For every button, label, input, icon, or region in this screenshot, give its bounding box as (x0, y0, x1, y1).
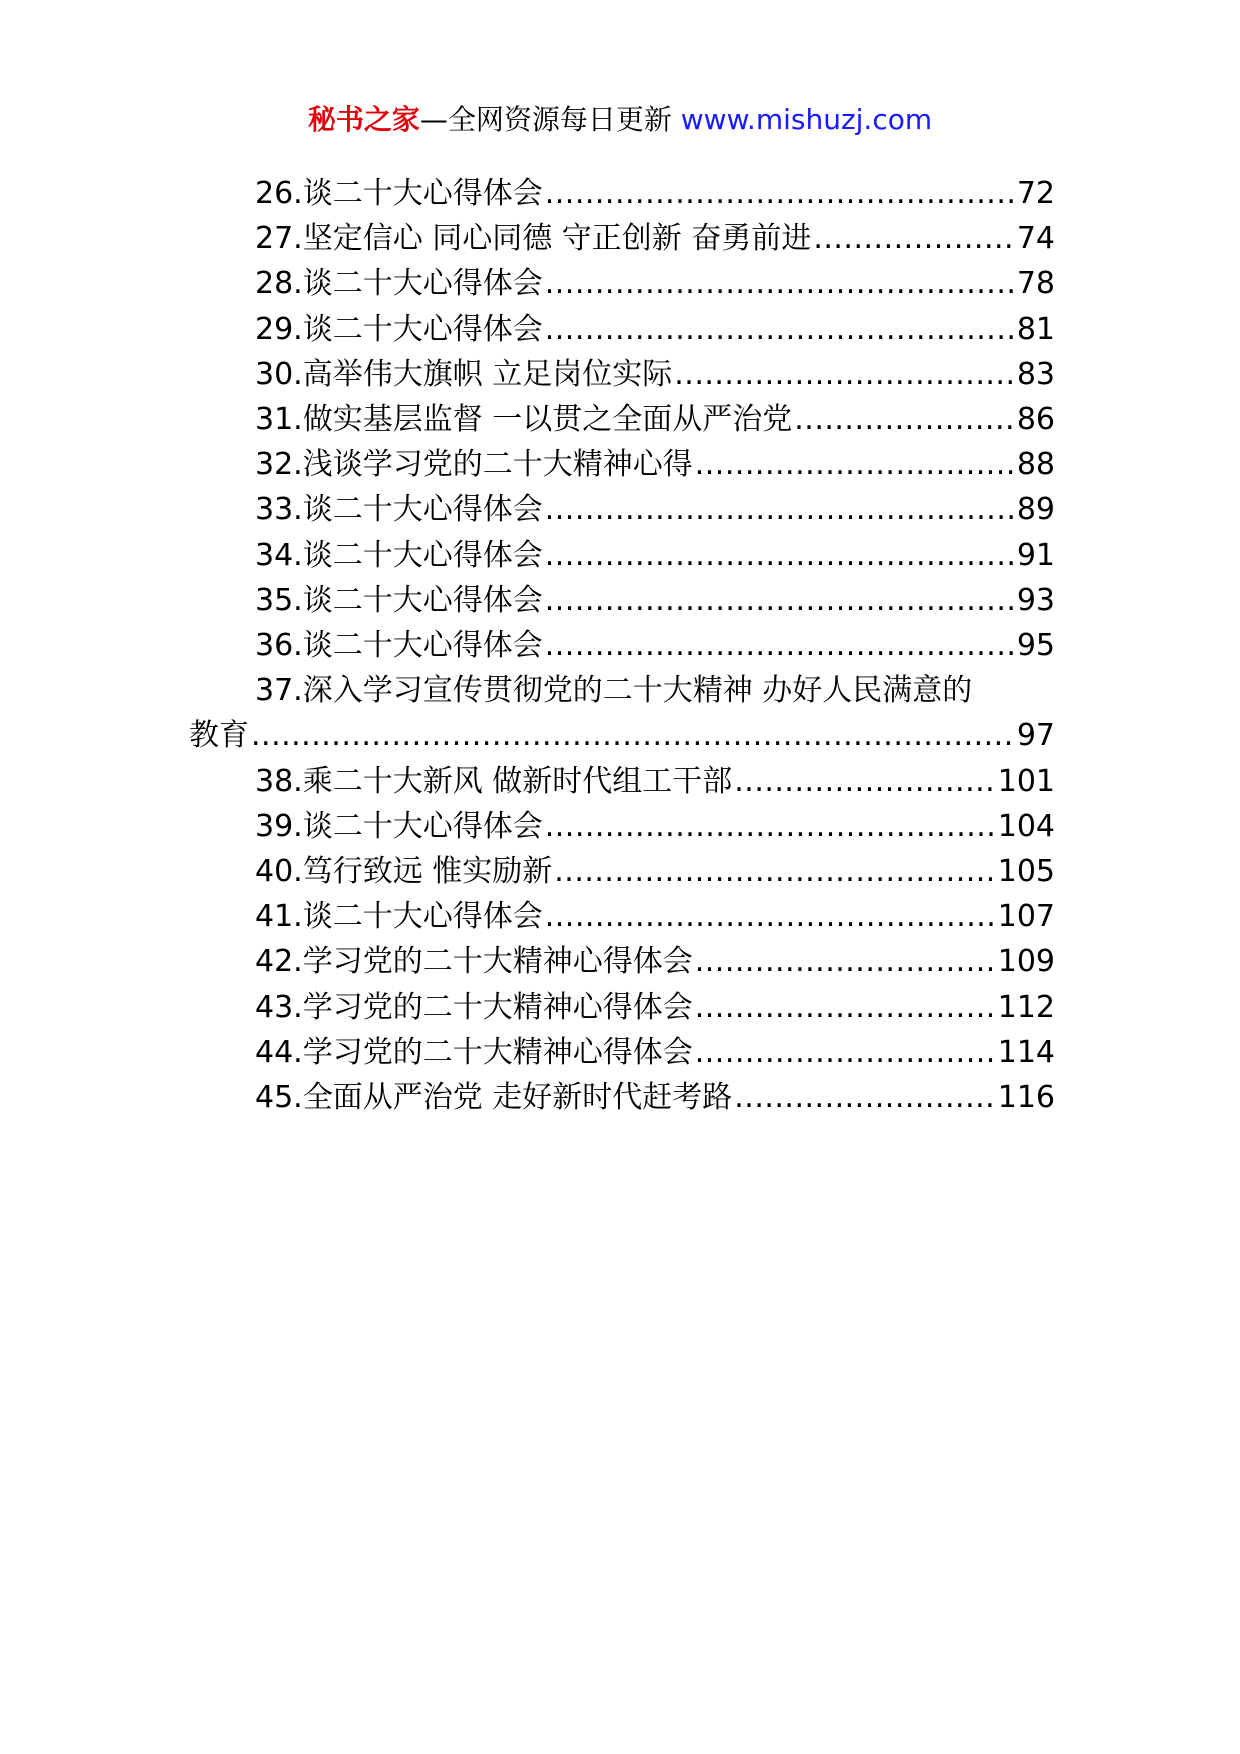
toc-entry[interactable] (189, 533, 1055, 578)
toc-entry[interactable] (189, 1030, 1055, 1075)
toc-entry-title: 40.笃行致远 惟实励新 (255, 854, 553, 890)
toc-dot-leader (734, 1075, 995, 1120)
toc-entry[interactable] (189, 985, 1055, 1030)
toc-dot-leader (545, 578, 1015, 623)
toc-entry-title: 41.谈二十大心得体会 (255, 899, 543, 935)
toc-entry-title: 32.浅谈学习党的二十大精神心得 (255, 447, 693, 483)
toc-entry-page: 112 (997, 989, 1055, 1025)
toc-entry-page: 93 (1016, 582, 1055, 618)
toc-entry-title: 42.学习党的二十大精神心得体会 (255, 944, 693, 980)
toc-entry-title: 43.学习党的二十大精神心得体会 (255, 989, 693, 1025)
toc-entry-title: 44.学习党的二十大精神心得体会 (255, 1034, 693, 1070)
toc-entry-title: 38.乘二十大新风 做新时代组工干部 (255, 763, 733, 799)
toc-entry-page: 101 (997, 763, 1055, 799)
toc-entry-page: 104 (997, 808, 1055, 844)
toc-entry-page: 116 (997, 1080, 1055, 1116)
toc-entry-title: 30.高举伟大旗帜 立足岗位实际 (255, 356, 673, 392)
toc-entry[interactable] (189, 759, 1055, 804)
page-header (0, 100, 1240, 140)
toc-entry[interactable] (189, 216, 1055, 261)
toc-entry-page: 89 (1016, 492, 1055, 528)
header-tagline: —全网资源每日更新 (419, 103, 681, 136)
toc-group-before (189, 171, 1055, 668)
toc-entry-title: 教育 (189, 718, 249, 754)
toc-entry[interactable] (189, 849, 1055, 894)
toc-entry-page: 72 (1016, 176, 1055, 211)
toc-entry-page: 107 (997, 899, 1055, 935)
toc-entry-37-line1[interactable] (189, 668, 1055, 713)
toc-entry-title: 39.谈二十大心得体会 (255, 808, 543, 844)
toc-entry-page: 109 (997, 944, 1055, 980)
toc-dot-leader (554, 849, 995, 894)
toc-entry-title: 34.谈二十大心得体会 (255, 537, 543, 573)
toc-dot-leader (545, 487, 1015, 532)
toc-dot-leader (695, 939, 996, 984)
toc-dot-leader (695, 985, 996, 1030)
toc-dot-leader (695, 442, 1015, 487)
toc-dot-leader (794, 397, 1015, 442)
toc-entry[interactable] (189, 623, 1055, 668)
toc-entry-page: 78 (1016, 266, 1055, 302)
toc-dot-leader (545, 307, 1015, 352)
toc-dot-leader (545, 171, 1015, 216)
toc-entry-title: 45.全面从严治党 走好新时代赶考路 (255, 1080, 733, 1116)
toc-entry-title: 26.谈二十大心得体会 (255, 176, 543, 211)
brand-name: 秘书之家 (307, 103, 420, 136)
toc-entry-page: 91 (1016, 537, 1055, 573)
toc-dot-leader (695, 1030, 996, 1075)
toc-entry-title: 37.深入学习宣传贯彻党的二十大精神 办好人民满意的 (255, 673, 973, 709)
toc-entry[interactable] (189, 307, 1055, 352)
toc-entry[interactable] (189, 352, 1055, 397)
toc-entry-title: 36.谈二十大心得体会 (255, 628, 543, 664)
toc-dot-leader (545, 261, 1015, 306)
toc-entry-title: 28.谈二十大心得体会 (255, 266, 543, 302)
toc-entry-page: 97 (1016, 718, 1055, 754)
toc-dot-leader (545, 533, 1015, 578)
toc-entry[interactable] (189, 1075, 1055, 1120)
toc-entry-title: 33.谈二十大心得体会 (255, 492, 543, 528)
header-url-link[interactable]: www.mishuzj.com (680, 103, 933, 136)
toc-entry-title: 31.做实基层监督 一以贯之全面从严治党 (255, 402, 793, 438)
toc-entry-page: 83 (1016, 356, 1055, 392)
toc-entry-title: 35.谈二十大心得体会 (255, 582, 543, 618)
toc-entry-page: 74 (1016, 221, 1055, 257)
toc-entry-page: 86 (1016, 402, 1055, 438)
toc-dot-leader (734, 759, 995, 804)
toc-dot-leader (251, 713, 1015, 758)
toc-entry-page: 88 (1016, 447, 1055, 483)
toc-entry-37-line2[interactable] (189, 713, 1055, 758)
toc-entry-title: 29.谈二十大心得体会 (255, 311, 543, 347)
toc-entry[interactable] (189, 578, 1055, 623)
toc-entry-page: 105 (997, 854, 1055, 890)
toc-entry[interactable] (189, 171, 1055, 216)
toc-entry[interactable] (189, 261, 1055, 306)
toc-entry[interactable] (189, 442, 1055, 487)
toc-dot-leader (545, 804, 996, 849)
toc-entry[interactable] (189, 939, 1055, 984)
toc-entry-title: 27.坚定信心 同心同德 守正创新 奋勇前进 (255, 221, 812, 257)
toc-entry-page: 81 (1016, 311, 1055, 347)
toc-entry[interactable] (189, 804, 1055, 849)
toc-entry-page: 95 (1016, 628, 1055, 664)
toc-entry[interactable] (189, 894, 1055, 939)
toc-group-after (189, 759, 1055, 1121)
toc-entry-page: 114 (997, 1034, 1055, 1070)
toc-dot-leader (545, 623, 1015, 668)
toc-entry[interactable] (189, 397, 1055, 442)
toc-dot-leader (545, 894, 996, 939)
toc-dot-leader (813, 216, 1014, 261)
toc-dot-leader (674, 352, 1015, 397)
toc-entry[interactable] (189, 487, 1055, 532)
table-of-contents (189, 171, 1055, 1120)
